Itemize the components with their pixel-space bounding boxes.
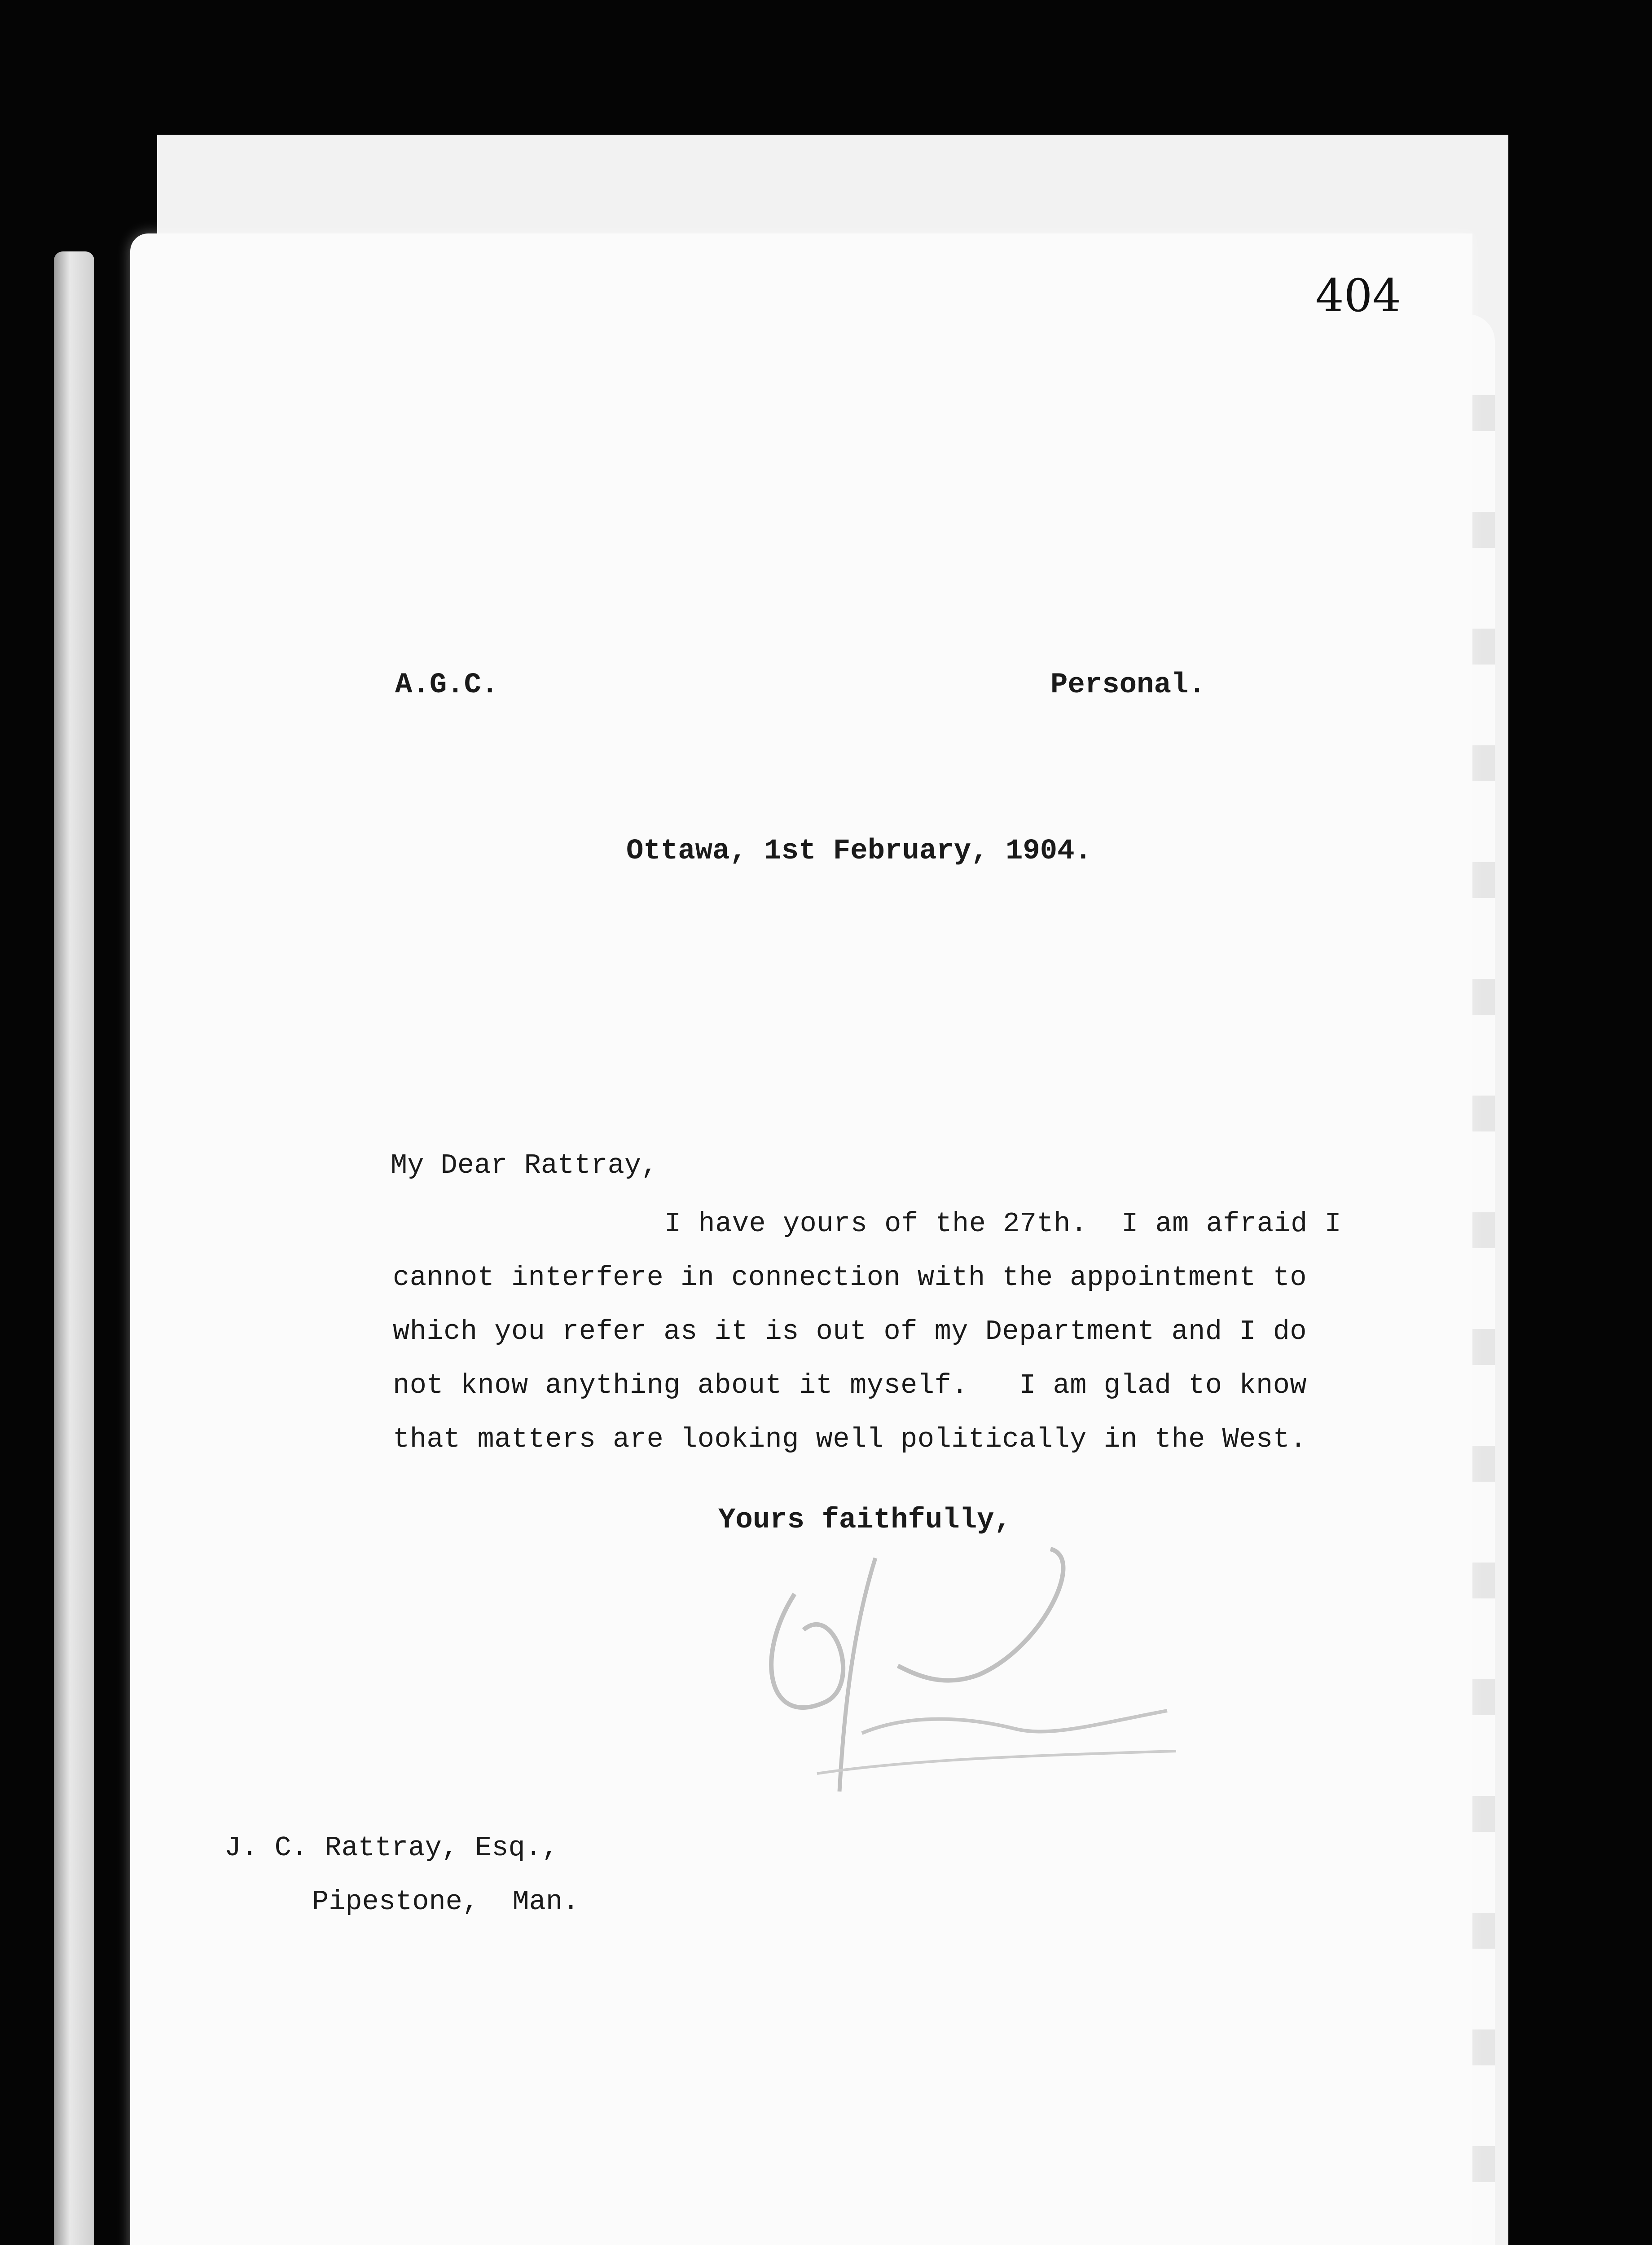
page-number: 404 (1315, 269, 1401, 322)
signature (727, 1540, 1185, 1809)
addressee-name: J. C. Rattray, Esq., (224, 1832, 559, 1864)
body-line: which you refer as it is out of my Department and I do (393, 1316, 1307, 1347)
body-line: cannot interfere in connection with the appointment to (393, 1262, 1307, 1294)
salutation: My Dear Rattray, (391, 1149, 658, 1181)
letter-marking: Personal. (1050, 669, 1206, 701)
date-line: Ottawa, 1st February, 1904. (626, 835, 1092, 867)
closing: Yours faithfully, (718, 1504, 1011, 1536)
body-line: that matters are looking well politically in the West. (393, 1423, 1307, 1455)
body-line: I have yours of the 27th. I am afraid I (664, 1208, 1342, 1240)
body-line: not know anything about it myself. I am glad to know (393, 1369, 1307, 1401)
addressee-location: Pipestone, Man. (312, 1886, 580, 1918)
letter-reference: A.G.C. (395, 669, 499, 701)
film-edge-strip (54, 251, 94, 2245)
